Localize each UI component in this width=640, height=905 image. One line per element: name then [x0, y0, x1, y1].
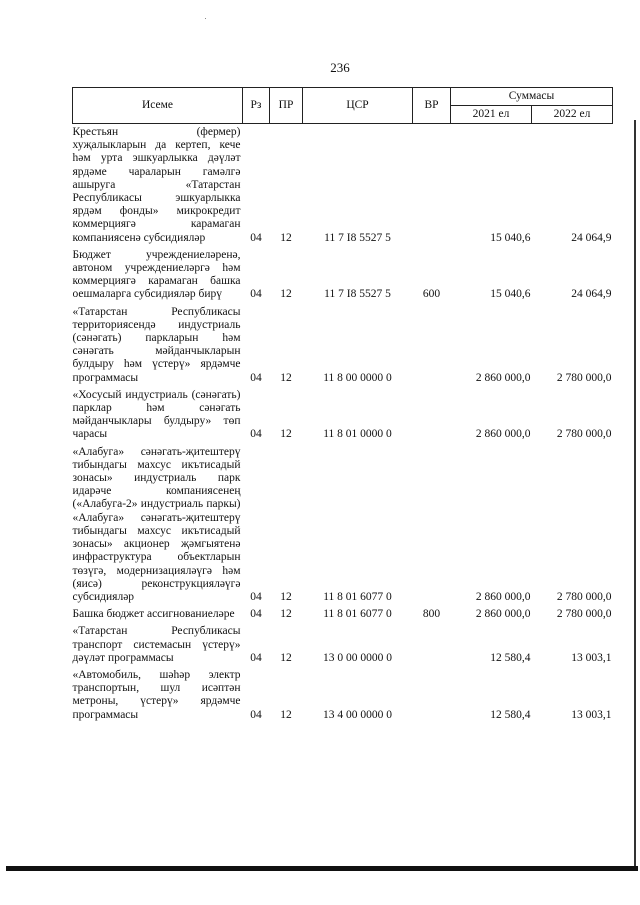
row-vr [413, 302, 451, 385]
row-amount-2022: 2 780 000,0 [556, 371, 612, 384]
row-rz: 04 [250, 708, 262, 721]
row-csr: 11 8 01 0000 0 [323, 428, 392, 441]
row-csr: 11 7 I8 5527 5 [324, 288, 391, 301]
row-amount-2022: 24 064,9 [571, 231, 612, 244]
row-name: Башка бюджет ассигнованиеләре [72, 608, 235, 621]
header-name: Исеме [73, 88, 243, 124]
row-amount-2022: 2 780 000,0 [556, 428, 612, 441]
row-rz: 04 [250, 590, 262, 603]
row-amount-2022: 13 003,1 [571, 651, 612, 664]
row-amount-2021: 12 580,4 [490, 651, 531, 664]
scan-bottom-border [6, 866, 638, 871]
row-csr: 11 7 I8 5527 5 [324, 231, 391, 244]
header-vr: ВР [413, 88, 451, 124]
table-row [73, 302, 613, 385]
table-row [73, 442, 613, 604]
row-amount-2021: 15 040,6 [490, 231, 531, 244]
row-csr: 13 0 00 0000 0 [323, 651, 392, 664]
row-csr: 11 8 01 6077 0 [323, 590, 392, 603]
row-name: «Хосусый индустриаль (сәнәгать) парклар һәм сәнәгать мәйданчыклары булдыру» төп чарасы [72, 388, 241, 441]
row-rz: 04 [250, 231, 262, 244]
row-amount-2022: 2 780 000,0 [556, 590, 612, 603]
table-row [73, 604, 613, 621]
table-row [73, 245, 613, 302]
row-vr [413, 124, 451, 245]
row-pr: 12 [280, 590, 292, 603]
table-row [73, 621, 613, 665]
row-pr: 12 [280, 428, 292, 441]
row-pr: 12 [280, 651, 292, 664]
row-amount-2021: 2 860 000,0 [475, 371, 531, 384]
row-amount-2021: 12 580,4 [490, 708, 531, 721]
row-name: «Алабуга» сәнәгать-җитештерү тибындагы махсус икътисадый зонасы» индустриаль парк идарәче компаниясенең («Алабуга-2» индустриаль паркы) «Алабуга» сәнәгать-җитештерү тибындагы махсус икътисадый зонасы» акционер җәмгыятенә инфраструктура объектларын төзүгә, модернизацияләүгә һәм (яисә) реконструкцияләүгә субсидияләр [72, 445, 241, 603]
row-rz: 04 [250, 428, 262, 441]
scan-speck [205, 18, 206, 19]
row-name: Крестьян (фермер) хуҗалыкларын да кертеп, кече һәм урта эшкуарлыкка дәүләт ярдәме чараларын гамәлгә ашыруга «Татарстан Республикасы эшкуарлыкка ярдәм фонды» микрокредит коммерциягә карамаган компаниясенә субсидияләр [72, 126, 241, 244]
row-pr: 12 [280, 231, 292, 244]
table-row [73, 124, 613, 245]
header-sums: Суммасы [451, 88, 613, 106]
budget-table [72, 87, 613, 722]
page-number: 236 [330, 60, 350, 75]
row-csr: 11 8 01 6077 0 [323, 608, 392, 621]
row-name: Бюджет учреждениеләренә, автоном учреждениеләргә һәм коммерциягә карамаган башка оешмаларга субсидияләр бирү [72, 248, 241, 301]
row-csr: 13 4 00 0000 0 [323, 708, 392, 721]
row-name: «Татарстан Республикасы транспорт системасын үстерү» дәүләт программасы [72, 625, 241, 664]
table-body [73, 124, 613, 722]
row-pr: 12 [280, 708, 292, 721]
header-year-2021: 2021 ел [451, 106, 532, 124]
header-csr: ЦСР [303, 88, 413, 124]
header-rz: Рз [243, 88, 270, 124]
row-rz: 04 [250, 371, 262, 384]
row-vr [413, 385, 451, 442]
row-vr [413, 621, 451, 665]
row-vr: 800 [422, 608, 441, 621]
row-amount-2021: 2 860 000,0 [475, 428, 531, 441]
row-rz: 04 [250, 288, 262, 301]
header-year-2022: 2022 ел [532, 106, 613, 124]
row-pr: 12 [280, 608, 292, 621]
row-amount-2021: 2 860 000,0 [475, 590, 531, 603]
row-vr: 600 [422, 288, 441, 301]
table-row [73, 385, 613, 442]
table-row [73, 665, 613, 722]
row-name: «Татарстан Республикасы территориясендә индустриаль (сәнәгать) паркларын һәм сәнәгать мәйданчыкларын булдыру һәм үстерү» ярдәмче программасы [72, 305, 241, 384]
row-vr [413, 665, 451, 722]
row-pr: 12 [280, 288, 292, 301]
row-rz: 04 [250, 651, 262, 664]
row-amount-2021: 15 040,6 [490, 288, 531, 301]
row-amount-2022: 2 780 000,0 [556, 608, 612, 621]
row-vr [413, 442, 451, 604]
row-amount-2022: 24 064,9 [571, 288, 612, 301]
row-rz: 04 [250, 608, 262, 621]
row-pr: 12 [280, 371, 292, 384]
row-csr: 11 8 00 0000 0 [323, 371, 392, 384]
scan-edge-line [634, 120, 636, 870]
row-name: «Автомобиль, шәһәр электр транспортын, шул исәптән метроны, үстерү» ярдәмче программасы [72, 668, 241, 721]
row-amount-2021: 2 860 000,0 [475, 608, 531, 621]
header-pr: ПР [270, 88, 303, 124]
row-amount-2022: 13 003,1 [571, 708, 612, 721]
